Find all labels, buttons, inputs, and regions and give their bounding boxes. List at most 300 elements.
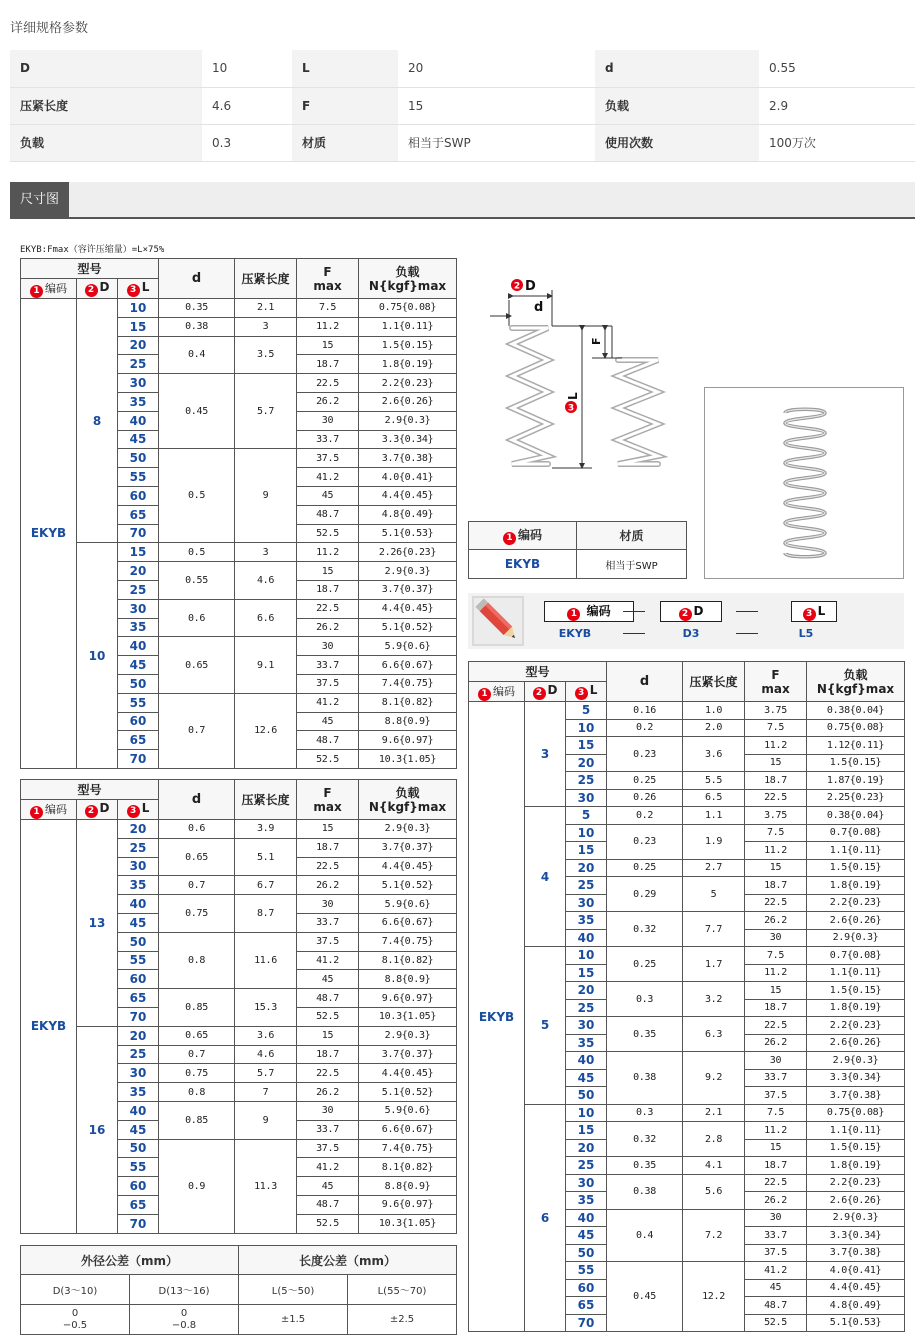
spec-label: F [292,87,398,124]
spec-value: 100万次 [759,124,915,161]
wire-diameter: 0.3 [607,1104,683,1122]
load-max: 8.8{0.9} [359,970,457,989]
load-max: 8.8{0.9} [359,1177,457,1196]
length-value: 55 [566,1262,607,1280]
load-max: 1.5{0.15} [807,982,905,1000]
wire-diameter: 0.65 [159,637,235,693]
material-header: 材质 [577,522,687,550]
solid-length: 5.1 [235,838,297,876]
wire-diameter: 0.38 [159,317,235,336]
load-max: 1.5{0.15} [807,859,905,877]
spec-value: 0.55 [759,50,915,87]
header-F-label: F [323,264,332,279]
length-value: 20 [566,754,607,772]
length-value: 65 [566,1297,607,1315]
load-max: 2.9{0.3} [359,820,457,839]
header-load-label: 负载 [843,667,868,682]
length-value: 45 [566,1227,607,1245]
load-max: 8.1{0.82} [359,693,457,712]
header-d: d [159,780,235,820]
length-value: 50 [566,1244,607,1262]
f-max: 26.2 [297,876,359,895]
drawing-L-label: L [566,392,580,400]
f-max: 15 [297,336,359,355]
spec-label: d [595,50,759,87]
solid-length: 2.1 [683,1104,745,1122]
dimension-tab-bar [10,182,915,219]
outer-diameter: 16 [77,1026,118,1233]
wire-diameter: 0.25 [607,947,683,982]
f-max: 30 [297,895,359,914]
svg-text:3: 3 [567,403,575,414]
f-max: 37.5 [745,1087,807,1105]
length-value: 50 [118,1139,159,1158]
solid-length: 7 [235,1083,297,1102]
spec-value: 10 [202,50,292,87]
f-max: 45 [745,1279,807,1297]
header-d: d [607,662,683,702]
f-max: 41.2 [297,693,359,712]
length-value: 30 [118,1064,159,1083]
f-max: 15 [297,1026,359,1045]
wire-diameter: 0.45 [607,1262,683,1332]
solid-length: 9 [235,1101,297,1139]
section-title: 详细规格参数 [10,21,89,36]
load-max: 3.3{0.34} [807,1069,905,1087]
f-max: 48.7 [297,731,359,750]
length-value: 35 [118,618,159,637]
load-max: 2.2{0.23} [807,1174,905,1192]
tol-d-small-lower: −0.5 [62,1319,88,1331]
solid-length: 5.6 [683,1174,745,1209]
wire-diameter: 0.5 [159,543,235,562]
header-code [469,682,525,702]
f-max: 26.2 [297,1083,359,1102]
f-max: 22.5 [297,374,359,393]
load-max: 5.9{0.6} [359,637,457,656]
solid-length: 3 [235,317,297,336]
f-max: 33.7 [297,913,359,932]
load-max: 3.3{0.34} [359,430,457,449]
f-max: 7.5 [745,1104,807,1122]
length-value: 65 [118,1195,159,1214]
load-max: 2.2{0.23} [359,374,457,393]
solid-length: 3.5 [235,336,297,374]
load-max: 2.2{0.23} [807,1017,905,1035]
length-value: 70 [118,524,159,543]
solid-length: 1.9 [683,824,745,859]
tol-d-large-upper: 0 [180,1307,188,1319]
header-model: 型号 [21,780,159,800]
length-value: 10 [118,299,159,318]
header-D [77,279,118,299]
outer-dia-tolerance-header: 外径公差（mm） [21,1246,239,1275]
solid-length: 7.7 [683,912,745,947]
spec-table [10,50,915,162]
header-L [118,279,159,299]
load-max: 5.1{0.53} [359,524,457,543]
f-max: 30 [297,1101,359,1120]
load-max: 2.9{0.3} [359,562,457,581]
length-value: 10 [566,719,607,737]
spec-label: 使用次数 [595,124,759,161]
load-max: 5.1{0.52} [359,618,457,637]
load-max: 1.1{0.11} [359,317,457,336]
wire-diameter: 0.65 [159,1026,235,1045]
header-F [297,780,359,820]
f-max: 37.5 [297,674,359,693]
header-L-label: L [141,801,150,815]
header-D-label: D [99,280,110,294]
solid-length: 2.0 [683,719,745,737]
length-value: 30 [566,1174,607,1192]
length-value: 55 [118,468,159,487]
series-code: EKYB [21,820,77,1234]
load-max: 5.9{0.6} [359,1101,457,1120]
length-value: 5 [566,807,607,825]
tolerance-table [20,1245,457,1335]
outer-diameter: 8 [77,299,118,543]
wire-diameter: 0.45 [159,374,235,449]
outer-diameter: 5 [525,947,566,1105]
f-max: 18.7 [297,1045,359,1064]
header-code [21,800,77,820]
load-max: 10.3{1.05} [359,750,457,769]
load-max: 10.3{1.05} [359,1007,457,1026]
header-L-label: L [589,683,598,697]
drawing-F-label: F [590,337,603,345]
solid-length: 3.6 [683,737,745,772]
f-max: 3.75 [745,702,807,720]
solid-length: 15.3 [235,989,297,1027]
solid-length: 3.2 [683,982,745,1017]
length-tolerance-header: 长度公差（mm） [239,1246,457,1275]
header-F-max: max [761,681,790,696]
solid-length: 12.6 [235,693,297,768]
f-max: 33.7 [297,1120,359,1139]
length-value: 30 [566,894,607,912]
wire-diameter: 0.7 [159,876,235,895]
header-model: 型号 [469,662,607,682]
wire-diameter: 0.6 [159,599,235,637]
wire-diameter: 0.8 [159,1083,235,1102]
load-max: 10.3{1.05} [359,1214,457,1233]
header-load-label: 负载 [395,785,420,800]
length-value: 5 [566,702,607,720]
length-value: 40 [566,1209,607,1227]
f-max: 11.2 [745,842,807,860]
length-value: 55 [118,693,159,712]
spec-label: 负载 [595,87,759,124]
f-max: 7.5 [745,719,807,737]
fmax-note: EKYB:Fmax（容许压缩量）=L×75% [20,245,165,255]
header-load [807,662,905,702]
solid-length: 6.6 [235,599,297,637]
header-F-max: max [313,278,342,293]
load-max: 1.87{0.19} [807,772,905,790]
load-max: 0.7{0.08} [807,947,905,965]
load-max: 0.75{0.08} [359,299,457,318]
badge-1: 1 [30,285,43,298]
header-D [77,800,118,820]
solid-length: 9.1 [235,637,297,693]
load-max: 2.25{0.23} [807,789,905,807]
partno-L-value: L5 [798,627,814,640]
length-value: 60 [118,1177,159,1196]
length-value: 40 [118,1101,159,1120]
wire-diameter: 0.16 [607,702,683,720]
wire-diameter: 0.26 [607,789,683,807]
length-value: 20 [118,1026,159,1045]
load-max: 1.5{0.15} [359,336,457,355]
tol-col-l-large: L(55～70) [348,1275,457,1305]
length-value: 35 [566,1192,607,1210]
f-max: 22.5 [745,1017,807,1035]
solid-length: 7.2 [683,1209,745,1262]
material-value: 相当于SWP [577,550,687,579]
load-max: 4.4{0.45} [359,486,457,505]
wire-diameter: 0.4 [607,1209,683,1262]
load-max: 2.6{0.26} [359,392,457,411]
load-max: 8.1{0.82} [359,951,457,970]
length-value: 70 [118,1007,159,1026]
load-max: 1.8{0.19} [807,1157,905,1175]
spec-value: 2.9 [759,87,915,124]
load-max: 2.2{0.23} [807,894,905,912]
tol-col-d-small: D(3～10) [21,1275,130,1305]
partno-dash-1 [623,611,645,612]
load-max: 0.7{0.08} [807,824,905,842]
badge-1: 1 [30,806,43,819]
length-value: 50 [118,932,159,951]
wire-diameter: 0.35 [159,299,235,318]
load-max: 1.5{0.15} [807,1139,905,1157]
f-max: 18.7 [297,580,359,599]
f-max: 26.2 [745,1192,807,1210]
load-max: 2.6{0.26} [807,1034,905,1052]
pencil-icon [472,596,524,646]
load-max: 4.8{0.49} [359,505,457,524]
load-max: 2.9{0.3} [807,1209,905,1227]
wire-diameter: 0.25 [607,859,683,877]
f-max: 41.2 [297,951,359,970]
load-max: 7.4{0.75} [359,1139,457,1158]
load-max: 4.0{0.41} [359,468,457,487]
f-max: 22.5 [745,789,807,807]
header-load-unit: N{kgf}max [368,278,447,293]
length-value: 25 [566,1157,607,1175]
length-value: 15 [566,964,607,982]
f-max: 41.2 [745,1262,807,1280]
f-max: 48.7 [297,1195,359,1214]
load-max: 0.75{0.08} [807,1104,905,1122]
tol-d-large-lower: −0.8 [171,1319,197,1331]
solid-length: 6.7 [235,876,297,895]
f-max: 26.2 [297,392,359,411]
badge-2: 2 [533,687,546,700]
material-table: 1 编码 材质 EKYB 相当于SWP [468,521,687,579]
material-code: EKYB [469,550,577,579]
solid-length: 11.3 [235,1139,297,1233]
length-value: 65 [118,989,159,1008]
length-value: 60 [118,486,159,505]
length-value: 20 [118,562,159,581]
load-max: 9.6{0.97} [359,1195,457,1214]
solid-length: 3.9 [235,820,297,839]
length-value: 40 [118,895,159,914]
f-max: 11.2 [745,964,807,982]
wire-diameter: 0.75 [159,895,235,933]
length-value: 50 [118,674,159,693]
f-max: 18.7 [745,999,807,1017]
load-max: 1.8{0.19} [807,877,905,895]
f-max: 41.2 [297,468,359,487]
load-max: 6.6{0.67} [359,1120,457,1139]
f-max: 30 [297,637,359,656]
series-code: EKYB [469,702,525,1332]
length-value: 65 [118,505,159,524]
header-code [21,279,77,299]
length-value: 20 [118,336,159,355]
length-value: 60 [118,712,159,731]
wire-diameter: 0.2 [607,719,683,737]
length-value: 65 [118,731,159,750]
f-max: 18.7 [745,772,807,790]
length-value: 15 [118,543,159,562]
dimension-tab[interactable]: 尺寸图 [10,182,69,217]
length-value: 35 [566,1034,607,1052]
f-max: 15 [745,1139,807,1157]
material-code-header: 编码 [517,528,542,542]
outer-diameter: 10 [77,543,118,769]
load-max: 1.5{0.15} [807,754,905,772]
f-max: 7.5 [745,824,807,842]
load-max: 8.1{0.82} [359,1158,457,1177]
length-value: 35 [118,876,159,895]
wire-diameter: 0.23 [607,737,683,772]
f-max: 30 [745,1209,807,1227]
length-value: 70 [566,1314,607,1332]
length-value: 20 [566,1139,607,1157]
tol-l-small-value: ±1.5 [239,1305,348,1335]
wire-diameter: 0.8 [159,932,235,988]
f-max: 18.7 [297,838,359,857]
spec-label: 材质 [292,124,398,161]
wire-diameter: 0.85 [159,1101,235,1139]
f-max: 26.2 [297,618,359,637]
load-max: 0.75{0.08} [807,719,905,737]
wire-diameter: 0.29 [607,877,683,912]
solid-length: 9.2 [683,1052,745,1105]
f-max: 30 [745,1052,807,1070]
f-max: 33.7 [297,430,359,449]
load-max: 0.38{0.04} [807,807,905,825]
load-max: 1.1{0.11} [807,842,905,860]
f-max: 22.5 [297,857,359,876]
badge-3: 3 [127,284,140,297]
spec-label: 压紧长度 [10,87,202,124]
length-value: 15 [566,1122,607,1140]
badge-2: 2 [85,805,98,818]
header-load [359,780,457,820]
length-value: 40 [118,411,159,430]
load-max: 9.6{0.97} [359,989,457,1008]
f-max: 15 [297,562,359,581]
header-F [745,662,807,702]
f-max: 22.5 [297,1064,359,1083]
f-max: 11.2 [745,737,807,755]
tol-d-small-upper: 0 [71,1307,79,1319]
f-max: 30 [297,411,359,430]
load-max: 0.38{0.04} [807,702,905,720]
length-value: 40 [566,1052,607,1070]
wire-diameter: 0.55 [159,562,235,600]
solid-length: 4.1 [683,1157,745,1175]
header-solid-length: 压紧长度 [683,662,745,702]
f-max: 37.5 [297,932,359,951]
load-max: 4.4{0.45} [359,599,457,618]
load-max: 5.1{0.52} [359,876,457,895]
f-max: 11.2 [297,543,359,562]
spec-table-d8-d10 [20,258,457,769]
header-code-label: 编码 [45,281,67,295]
length-value: 35 [118,392,159,411]
f-max: 7.5 [745,947,807,965]
length-value: 55 [118,951,159,970]
load-max: 5.9{0.6} [359,895,457,914]
load-max: 1.8{0.19} [359,355,457,374]
load-max: 5.1{0.52} [359,1083,457,1102]
length-value: 30 [118,857,159,876]
partno-L-label: L [817,604,826,618]
load-max: 9.6{0.97} [359,731,457,750]
load-max: 3.7{0.38} [807,1087,905,1105]
length-value: 30 [566,789,607,807]
solid-length: 5.5 [683,772,745,790]
load-max: 1.12{0.11} [807,737,905,755]
header-D-label: D [547,683,558,697]
f-max: 22.5 [745,1174,807,1192]
f-max: 18.7 [745,1157,807,1175]
drawing-D-label: D [525,279,536,294]
f-max: 41.2 [297,1158,359,1177]
f-max: 52.5 [297,750,359,769]
outer-diameter: 4 [525,807,566,947]
badge-1: 1 [478,688,491,701]
length-value: 25 [118,838,159,857]
wire-diameter: 0.7 [159,1045,235,1064]
f-max: 37.5 [297,449,359,468]
solid-length: 2.8 [683,1122,745,1157]
f-max: 33.7 [297,656,359,675]
length-value: 45 [566,1069,607,1087]
f-max: 22.5 [297,599,359,618]
header-L [118,800,159,820]
load-max: 4.4{0.45} [807,1279,905,1297]
load-max: 3.3{0.34} [807,1227,905,1245]
length-value: 25 [566,877,607,895]
wire-diameter: 0.38 [607,1174,683,1209]
wire-diameter: 0.35 [607,1157,683,1175]
badge-3: 3 [127,805,140,818]
header-F-label: F [323,785,332,800]
spec-label: D [10,50,202,87]
header-load-unit: N{kgf}max [368,799,447,814]
f-max: 33.7 [745,1227,807,1245]
load-max: 7.4{0.75} [359,674,457,693]
load-max: 1.1{0.11} [807,1122,905,1140]
wire-diameter: 0.75 [159,1064,235,1083]
